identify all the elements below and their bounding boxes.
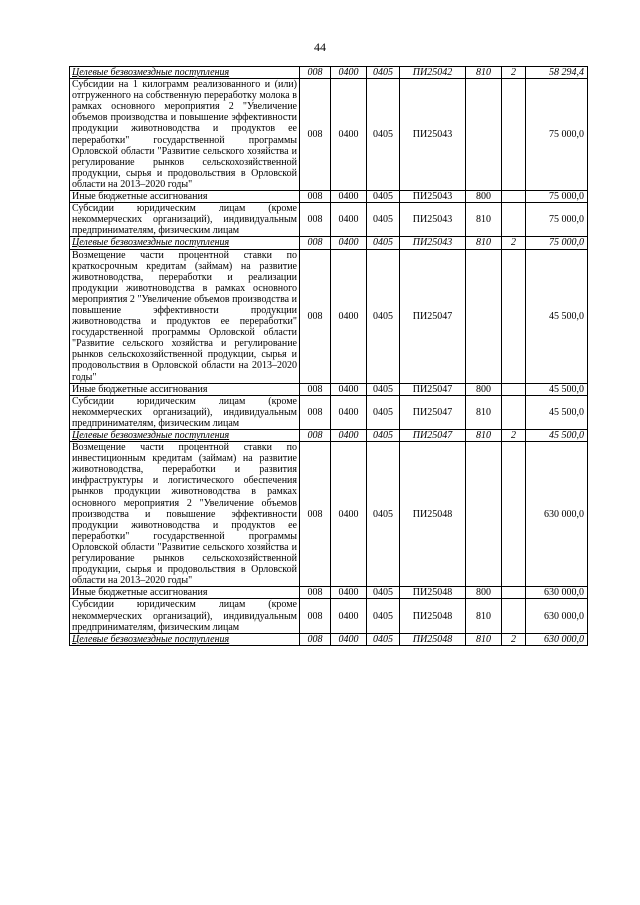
row-subsection: 0405 (367, 442, 400, 587)
row-expense-type: 810 (466, 67, 502, 79)
row-name: Иные бюджетные ассигнования (70, 587, 300, 599)
row-subsection: 0405 (367, 633, 400, 645)
row-target-code: ПИ25043 (400, 191, 466, 203)
table-row (70, 442, 588, 587)
row-subsection: 0405 (367, 79, 400, 191)
row-expense-type (466, 79, 502, 191)
row-expense-type: 810 (466, 395, 502, 429)
row-expense-type: 810 (466, 599, 502, 633)
row-name: Целевые безвозмездные поступления (70, 237, 300, 249)
row-sum: 630 000,0 (526, 599, 588, 633)
row-target-code: ПИ25048 (400, 599, 466, 633)
row-admin-code: 008 (300, 442, 331, 587)
row-name: Иные бюджетные ассигнования (70, 191, 300, 203)
row-funding-source (502, 442, 526, 587)
table-row (70, 633, 588, 645)
table-row (70, 395, 588, 429)
row-admin-code: 008 (300, 249, 331, 383)
row-subsection: 0405 (367, 383, 400, 395)
row-admin-code: 008 (300, 383, 331, 395)
row-funding-source (502, 79, 526, 191)
row-admin-code: 008 (300, 599, 331, 633)
row-target-code: ПИ25043 (400, 79, 466, 191)
row-admin-code: 008 (300, 587, 331, 599)
row-funding-source: 2 (502, 633, 526, 645)
row-name: Возмещение части процентной ставки по краткосрочным кредитам (займам) на развитие животноводства, переработки и реализации продукции животноводства в рамках основного мероприятия 2 "Увеличение объемов производства и повышение эффективности продукции животноводства и продуктов ее переработки" государственной программы Орловской области "Развитие сельского хозяйства и регулирование рынков сельскохозяйственной продукции, сырья и продовольствия в Орловской области на 2013–2020 годы" (70, 249, 300, 383)
budget-table-body (70, 67, 588, 646)
row-target-code: ПИ25047 (400, 249, 466, 383)
row-sum: 75 000,0 (526, 237, 588, 249)
row-name: Целевые безвозмездные поступления (70, 430, 300, 442)
row-admin-code: 008 (300, 237, 331, 249)
row-target-code: ПИ25043 (400, 237, 466, 249)
row-name: Целевые безвозмездные поступления (70, 633, 300, 645)
row-expense-type (466, 442, 502, 587)
row-funding-source (502, 587, 526, 599)
row-admin-code: 008 (300, 191, 331, 203)
row-funding-source (502, 203, 526, 237)
budget-table (69, 66, 588, 646)
row-subsection: 0405 (367, 203, 400, 237)
row-funding-source (502, 395, 526, 429)
row-target-code: ПИ25042 (400, 67, 466, 79)
row-expense-type: 800 (466, 587, 502, 599)
row-target-code: ПИ25043 (400, 203, 466, 237)
page-number: 44 (314, 40, 326, 54)
row-funding-source (502, 191, 526, 203)
table-row (70, 587, 588, 599)
row-section: 0400 (331, 633, 367, 645)
row-admin-code: 008 (300, 633, 331, 645)
table-row (70, 383, 588, 395)
row-target-code: ПИ25047 (400, 383, 466, 395)
row-funding-source (502, 249, 526, 383)
row-section: 0400 (331, 383, 367, 395)
row-target-code: ПИ25048 (400, 633, 466, 645)
row-subsection: 0405 (367, 587, 400, 599)
row-name: Субсидии юридическим лицам (кроме некоммерческих организаций), индивидуальным предпринимателям, физическим лицам (70, 203, 300, 237)
row-section: 0400 (331, 587, 367, 599)
row-sum: 630 000,0 (526, 442, 588, 587)
row-subsection: 0405 (367, 430, 400, 442)
row-section: 0400 (331, 203, 367, 237)
row-expense-type: 800 (466, 191, 502, 203)
row-target-code: ПИ25048 (400, 587, 466, 599)
row-admin-code: 008 (300, 203, 331, 237)
table-row (70, 430, 588, 442)
row-name: Возмещение части процентной ставки по инвестиционным кредитам (займам) на развитие животноводства, переработки и развития инфраструктуры и логистического обеспечения рынков продукции животноводства в рамках основного мероприятия 2 "Увеличение объемов производства и повышение эффективности продукции животноводства и продуктов ее переработки" государственной программы Орловской области "Развитие сельского хозяйства и регулирование рынков сельскохозяйственной продукции, сырья и продовольствия в Орловской области на 2013–2020 годы" (70, 442, 300, 587)
row-expense-type (466, 249, 502, 383)
row-funding-source (502, 383, 526, 395)
row-section: 0400 (331, 191, 367, 203)
row-target-code: ПИ25047 (400, 395, 466, 429)
row-sum: 45 500,0 (526, 395, 588, 429)
row-target-code: ПИ25048 (400, 442, 466, 587)
row-expense-type: 810 (466, 237, 502, 249)
row-funding-source: 2 (502, 67, 526, 79)
row-target-code: ПИ25047 (400, 430, 466, 442)
row-sum: 45 500,0 (526, 249, 588, 383)
row-subsection: 0405 (367, 249, 400, 383)
row-admin-code: 008 (300, 430, 331, 442)
row-section: 0400 (331, 599, 367, 633)
row-funding-source: 2 (502, 430, 526, 442)
row-section: 0400 (331, 395, 367, 429)
row-section: 0400 (331, 237, 367, 249)
row-sum: 630 000,0 (526, 633, 588, 645)
row-section: 0400 (331, 442, 367, 587)
row-section: 0400 (331, 67, 367, 79)
row-name: Иные бюджетные ассигнования (70, 383, 300, 395)
row-funding-source (502, 599, 526, 633)
table-row (70, 191, 588, 203)
row-sum: 45 500,0 (526, 430, 588, 442)
row-sum: 630 000,0 (526, 587, 588, 599)
row-expense-type: 810 (466, 203, 502, 237)
row-section: 0400 (331, 249, 367, 383)
row-sum: 75 000,0 (526, 203, 588, 237)
row-sum: 58 294,4 (526, 67, 588, 79)
table-row (70, 67, 588, 79)
table-row (70, 249, 588, 383)
row-subsection: 0405 (367, 599, 400, 633)
row-admin-code: 008 (300, 67, 331, 79)
row-subsection: 0405 (367, 67, 400, 79)
row-admin-code: 008 (300, 395, 331, 429)
table-row (70, 79, 588, 191)
row-sum: 45 500,0 (526, 383, 588, 395)
table-row (70, 237, 588, 249)
table-row (70, 203, 588, 237)
row-expense-type: 800 (466, 383, 502, 395)
row-section: 0400 (331, 430, 367, 442)
row-admin-code: 008 (300, 79, 331, 191)
row-name: Субсидии юридическим лицам (кроме некоммерческих организаций), индивидуальным предпринимателям, физическим лицам (70, 599, 300, 633)
row-subsection: 0405 (367, 395, 400, 429)
row-name: Субсидии юридическим лицам (кроме некоммерческих организаций), индивидуальным предпринимателям, физическим лицам (70, 395, 300, 429)
row-subsection: 0405 (367, 237, 400, 249)
row-expense-type: 810 (466, 430, 502, 442)
table-row (70, 599, 588, 633)
row-subsection: 0405 (367, 191, 400, 203)
row-sum: 75 000,0 (526, 79, 588, 191)
row-name: Субсидии на 1 килограмм реализованного и (или) отгруженного на собственную переработку молока в рамках основного мероприятия 2 "Увеличение объемов производства и повышение эффективности продукции животноводства и продуктов ее переработки" государственной программы Орловской области "Развитие сельского хозяйства и регулирование рынков сельскохозяйственной продукции, сырья и продовольствия в Орловской области на 2013–2020 годы" (70, 79, 300, 191)
row-section: 0400 (331, 79, 367, 191)
row-funding-source: 2 (502, 237, 526, 249)
row-name: Целевые безвозмездные поступления (70, 67, 300, 79)
row-expense-type: 810 (466, 633, 502, 645)
row-sum: 75 000,0 (526, 191, 588, 203)
